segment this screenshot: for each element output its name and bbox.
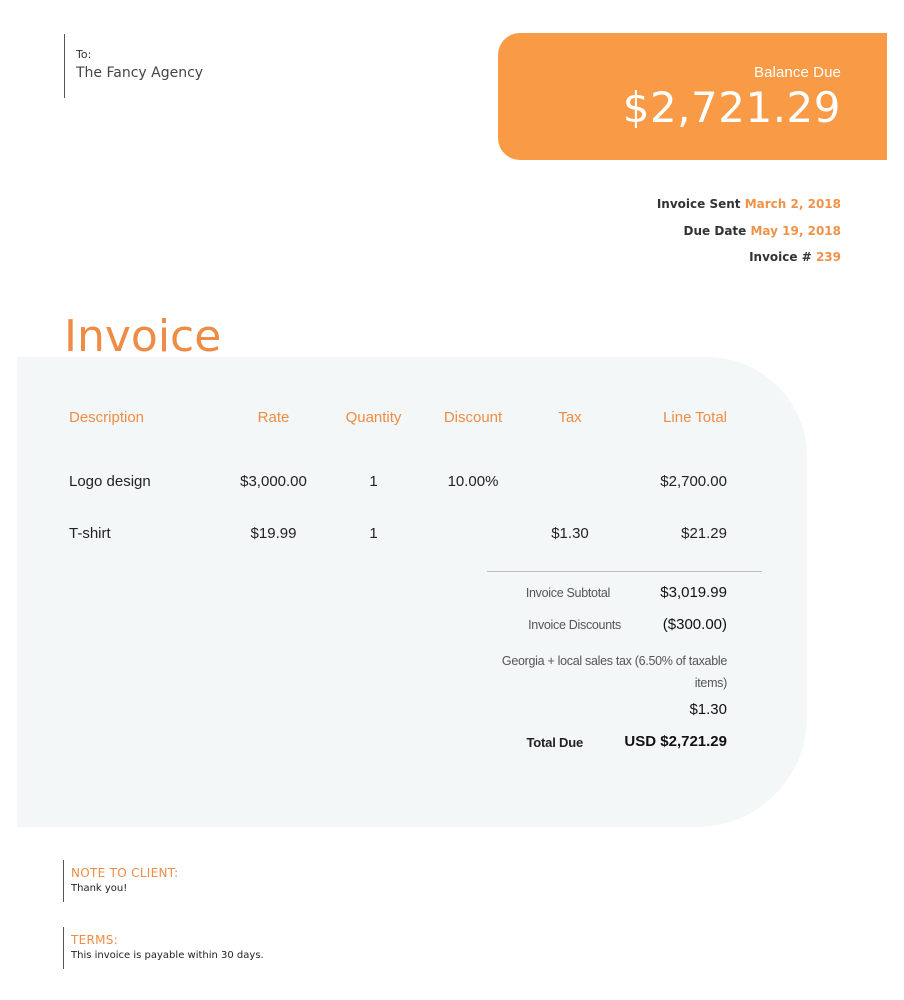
balance-due-box <box>498 33 887 160</box>
row-description: Logo design <box>69 473 151 490</box>
balance-due-label: Balance Due <box>754 64 841 81</box>
subtotal-label: Invoice Subtotal <box>525 586 610 600</box>
row-rate: $19.99 <box>250 525 297 542</box>
due-date-row <box>657 223 841 250</box>
invoice-number-value: 239 <box>815 250 841 264</box>
invoice-sent-date: March 2, 2018 <box>744 197 841 211</box>
invoice-number-row <box>657 249 841 276</box>
row-line-total: $21.29 <box>681 525 727 542</box>
page-title: Invoice <box>64 311 222 362</box>
terms-heading: TERMS: <box>71 933 119 947</box>
terms <box>63 927 264 969</box>
sales-tax-value: $1.30 <box>689 701 727 718</box>
note-heading: NOTE TO CLIENT: <box>71 866 179 880</box>
row-line-total: $2,700.00 <box>660 473 727 490</box>
invoice-sent-label: Invoice Sent <box>656 197 741 211</box>
recipient-label: To: <box>76 48 92 61</box>
note-text: Thank you! <box>71 883 128 894</box>
sales-tax-label: Georgia + local sales tax (6.50% of taxable items) <box>501 654 727 690</box>
row-discount: 10.00% <box>447 473 499 490</box>
total-due-value: USD $2,721.29 <box>624 733 727 750</box>
subtotal-value: $3,019.99 <box>660 584 727 601</box>
row-tax: $1.30 <box>551 525 589 542</box>
invoice-number-label: Invoice # <box>749 250 812 264</box>
row-description: T-shirt <box>69 525 111 542</box>
total-due-label: Total Due <box>526 735 583 750</box>
header-discount: Discount <box>443 409 503 426</box>
invoice-meta <box>657 196 841 276</box>
recipient-name: The Fancy Agency <box>76 65 204 81</box>
header-line-total: Line Total <box>663 409 727 426</box>
header-quantity: Quantity <box>345 409 402 426</box>
row-rate: $3,000.00 <box>240 473 307 490</box>
discounts-value: ($300.00) <box>662 616 727 633</box>
header-description: Description <box>69 409 145 426</box>
due-date-label: Due Date <box>683 223 747 238</box>
row-quantity: 1 <box>369 473 378 490</box>
terms-text: This invoice is payable within 30 days. <box>71 950 264 961</box>
summary-divider <box>487 571 762 572</box>
invoice-sent-row <box>657 196 841 223</box>
due-date-value: May 19, 2018 <box>750 223 841 238</box>
header-tax: Tax <box>558 409 582 426</box>
recipient-block <box>64 34 203 98</box>
header-rate: Rate <box>257 409 290 426</box>
row-quantity: 1 <box>369 525 378 542</box>
note-to-client <box>63 860 178 902</box>
discounts-label: Invoice Discounts <box>528 618 621 632</box>
balance-due-amount: $2,721.29 <box>622 83 841 132</box>
